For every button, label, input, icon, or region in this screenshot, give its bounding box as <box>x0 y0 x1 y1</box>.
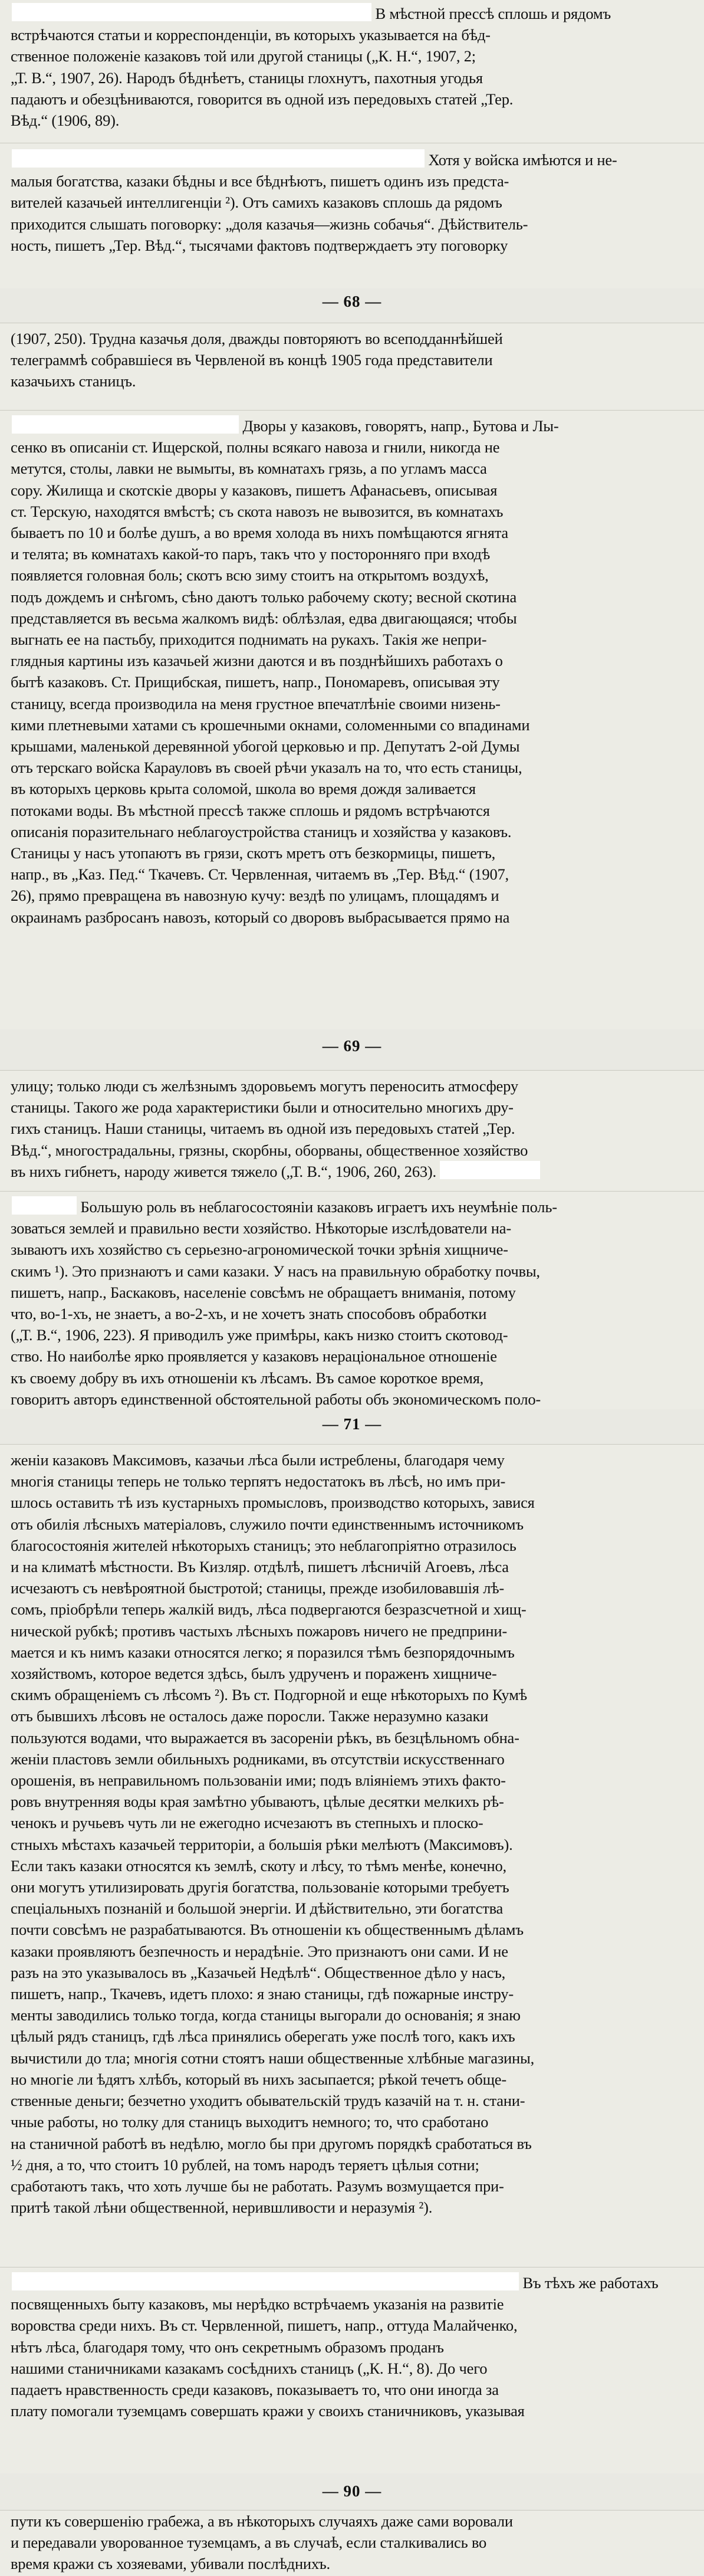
page-number: — 71 — <box>322 1415 382 1433</box>
page-number: — 68 — <box>322 293 382 310</box>
redaction-block <box>12 149 425 168</box>
paragraph-text: Въ тѣхъ же работахъ посвященныхъ быту казаковъ, мы нерѣдко встрѣчаемъ указанія на развитіе воровства среди нихъ. Въ ст. Червленной, пишетъ, напр., оттуда Малайченко, нѣтъ лѣса, благодаря тому, что онъ секретнымъ образомъ проданъ нашими станичниками казакамъ сосѣднихъ станицъ („К. Н.“, 8). До чего падаетъ нравственность среди казаковъ, показываетъ то, что они иногда за плату помогали туземцамъ совершать кражи у своихъ станичниковъ, указывая <box>11 2274 659 2420</box>
redaction-block <box>12 2272 519 2290</box>
redaction-block <box>12 3 371 21</box>
paragraph: женіи казаковъ Максимовъ, казачьи лѣса были истреблены, благодаря чему многія станицы теперь не только терпятъ недостатокъ въ лѣсѣ, но имъ при- шлось оставить тѣ изъ кустарныхъ промысловъ, производство которыхъ, завися отъ обилія лѣсныхъ матеріаловъ, служило почти единственнымъ источникомъ благосостоянія жителей нѣкоторыхъ станицъ; это неблагопріятно отразилось и на климатѣ мѣстности. Въ Кизляр. отдѣлѣ, пишетъ лѣсничій Агоевъ, лѣса исчезаютъ съ невѣроятной быстротой; станицы, прежде изобиловавшія лѣ- сомъ, пріобрѣли теперь жалкій видъ, лѣса подвергаются безразсчетной и хищ- нической рубкѣ; противъ частыхъ лѣсныхъ пожаровъ ничего не предприни- мается и къ нимъ казаки относятся легко; я поразился тѣмъ безпорядочнымъ хозяйствомъ, которое ведется здѣсь, былъ удрученъ и пораженъ хищниче- скимъ обращеніемъ съ лѣсомъ ²). Въ ст. Подгорной и еще нѣкоторыхъ по Кумѣ отъ бывшихъ лѣсовъ не осталось даже поросли. Также неразумно казаки пользуются водами, что выражается въ засореніи рѣкъ, въ безцѣльномъ обна- женіи пластовъ земли обильныхъ родниками, въ отсутствіи искусственнаго орошенія, въ неправильномъ пользованіи ими; подъ вліяніемъ этихъ факто- ровъ внутренняя воды края замѣтно убываютъ, цѣлые десятки мелкихъ рѣ- ченокъ и ручьевъ чуть ли не ежегодно исчезаютъ въ степныхъ и плоско- стныхъ мѣстахъ казачьей территоріи, а большія рѣки мелѣютъ (Максимовъ). Если такъ казаки относятся къ землѣ, скоту и лѣсу, то тѣмъ менѣе, конечно, они могутъ утилизировать другія богатства, пользованіе которыми требуетъ спеціальныхъ познаній и большой энергіи. И дѣйствительно, эти богатства почти совсѣмъ не разрабатываются. Въ отношеніи къ общественнымъ дѣламъ казаки проявляютъ безпечность и нерадѣніе. Это признаютъ они сами. И не разъ на это указывалось въ „Казачьей Недѣлѣ“. Общественное дѣло у насъ, пишетъ, напр., Ткачевъ, идетъ плохо: я знаю станицы, гдѣ пожарные инстру- менты заводились только тогда, когда станицы выгорали до основанія; я знаю цѣлый рядъ станицъ, гдѣ лѣса принялись оберегать уже послѣ того, какъ ихъ вычистили до тла; многія сотни стоятъ наши общественные хлѣбные магазины, но многіе ли ѣдятъ хлѣбъ, который въ нихъ засыпается; рѣкой течетъ обще- ственные деньги; безчетно уходитъ обывательскій трудъ казачій на т. н. стани- чные работы, но толку для станицъ выходитъ немного; то, что сработано на станичной работѣ въ недѣлю, могло бы при другомъ порядкѣ сработаться въ ½ дня, а то, что стоитъ 10 рублей, на томъ народъ теряетъ цѣлыя сотни; сработаютъ такъ, что хоть лучше бы не работать. Разумъ возмущается при- притѣ такой лѣни общественной, нерившливости и неразумія ²). <box>11 1451 535 2217</box>
paragraph <box>0 1192 704 1409</box>
paragraph-text: Большую роль въ неблагосостояніи казаковъ играетъ ихъ неумѣніе поль- зоваться землей и правильно вести хозяйство. Нѣкоторые изслѣдователи на- зываютъ ихъ хозяйство съ серьезно-агрономической точки зрѣнія хищниче- скимъ ¹). Это признаютъ и сами казаки. У насъ на правильную обработку почвы, пишетъ, напр., Баскаковъ, населеніе совсѣмъ не обращаетъ вниманія, потому что, во-1-хъ, не знаетъ, а во-2-хъ, и не хочетъ знать способовъ обработки („Т. В.“, 1906, 223). Я приводилъ уже примѣры, какъ низко стоитъ скотовод- ство. Но наиболѣе ярко проявляется у казаковъ нераціональное отношеніе къ своему добру въ ихъ отношеніи къ лѣсамъ. Въ самое короткое время, говоритъ авторъ единственной обстоятельной работы объ экономическомъ поло- <box>11 1198 557 1408</box>
paragraph-text: Дворы у казаковъ, говорятъ, напр., Бутова и Лы- сенко въ описаніи ст. Ищерской, полны всякаго навоза и гнили, никогда не метутся, столы, лавки не вымыты, въ комнатахъ грязь, а по угламъ масса сору. Жилища и скотскіе дворы у казаковъ, пишетъ Афанасьевъ, описывая ст. Терскую, находятся вмѣстѣ; съ скота навозъ не вывозится, въ комнатахъ бываетъ по 10 и болѣе душъ, а во время холода въ нихъ помѣщаются ягнята и телята; въ комнатахъ какой-то паръ, такъ что у посторонняго при входѣ появляется головная боль; скотъ всю зиму стоитъ на открытомъ воздухѣ, подъ дождемъ и снѣгомъ, сѣно даютъ только рабочему скоту; весной скотина представляется въ весьма жалкомъ видѣ: облѣзлая, едва двигающаяся; чтобы выгнать ее на пастьбу, приходится поднимать на рукахъ. Такія же непри- глядныя картины изъ казачьей жизни даются и въ позднѣйшихъ работахъ о бытѣ казаковъ. Ст. Прищибская, пишетъ, напр., Пономаревъ, описывая эту станицу, всегда производила на меня грустное впечатлѣніе своими низень- кими плетневыми хатами съ крошечными окнами, соломенными со впадинами крышами, маленькой деревянной убогой церковью и пр. Депутатъ 2-ой Думы отъ терскаго войска Карауловъ въ своей рѣчи указалъ на то, что есть станицы, въ которыхъ церковь крыта соломой, школа во время дождя заливается потоками воды. Въ мѣстной прессѣ также сплошь и рядомъ встрѣчаются описанія поразительнаго неблагоустройства станицъ и хозяйства у казаковъ. Станицы у насъ утопаютъ въ грязи, скотъ мретъ отъ безкормицы, пишетъ, напр., въ „Каз. Пед.“ Ткачевъ. Ст. Червленная, читаемъ въ „Тер. Вѣд.“ (1907, 26), прямо превращена въ навозную кучу: вездѣ по улицамъ, площадямъ и окраинамъ разбросанъ навозъ, который со дворовъ выбрасывается прямо на <box>11 417 559 926</box>
redaction-block <box>440 1161 540 1179</box>
text-fragment-1 <box>0 0 704 143</box>
paragraph <box>0 411 704 928</box>
text-fragment-9 <box>0 2510 704 2576</box>
paragraph-text: Хотя у войска имѣются и не- малыя богатства, казаки бѣдны и все бѣднѣютъ, пишетъ одинъ изъ предста- вителей казачьей интеллигенціи ²). Отъ самихъ казаковъ сплошь да рядомъ приходится слышать поговорку: „доля казачья—жизнь собачья“. Дѣйствитель- ность, пишетъ „Тер. Вѣд.“, тысячами фактовъ подтверждаетъ эту поговорку <box>11 151 617 254</box>
redaction-block <box>12 415 239 434</box>
text-fragment-4 <box>0 410 704 1029</box>
paragraph <box>0 0 704 131</box>
paragraph <box>0 1071 704 1182</box>
page-number: — 90 — <box>322 2482 382 2500</box>
paragraph <box>0 2267 704 2421</box>
text-fragment-2 <box>0 143 704 288</box>
text-fragment-5 <box>0 1070 704 1191</box>
text-fragment-8 <box>0 2267 704 2473</box>
paragraph-text: улицу; только люди съ желѣзнымъ здоровьемъ могутъ переносить атмосферу станицы. Такого же рода характеристики были и относительно многихъ дру- гихъ станицъ. Наши станицы, читаемъ въ одной изъ передовыхъ статей „Тер. Вѣд.“, многострадальны, грязны, скорбны, оборваны, общественное хозяйство въ нихъ гибнетъ, народу живется тяжело („Т. В.“, 1906, 260, 263). <box>11 1077 528 1180</box>
text-fragment-3 <box>0 323 704 410</box>
paragraph <box>0 143 704 256</box>
text-fragment-7 <box>0 1444 704 2267</box>
text-fragment-6 <box>0 1191 704 1409</box>
paragraph-text: В мѣстной прессѣ сплошь и рядомъ встрѣчаются статьи и корреспонденціи, въ которыхъ указывается на бѣд- ственное положеніе казаковъ той или другой станицы („К. Н.“, 1907, 2; „Т. В.“, 1907, 26). Народъ бѣднѣетъ, станицы глохнутъ, пахотныя угодья падаютъ и обезцѣниваются, говорится въ одной изъ передовыхъ статей „Тер. Вѣд.“ (1906, 89). <box>11 5 611 130</box>
paragraph: пути къ совершенію грабежа, а въ нѣкоторыхъ случаяхъ даже сами воровали и передавали уворованное туземцамъ, а въ случаѣ, если сталкивались во время кражи съ хозяевами, убивали послѣднихъ. <box>11 2512 513 2573</box>
page-number: — 69 — <box>322 1037 382 1055</box>
redaction-block <box>12 1196 77 1215</box>
paragraph: (1907, 250). Трудна казачья доля, дважды повторяютъ во всеподданнѣйшей телеграммѣ собравшіеся въ Червленой въ концѣ 1905 года представители казачьихъ станицъ. <box>11 330 503 390</box>
